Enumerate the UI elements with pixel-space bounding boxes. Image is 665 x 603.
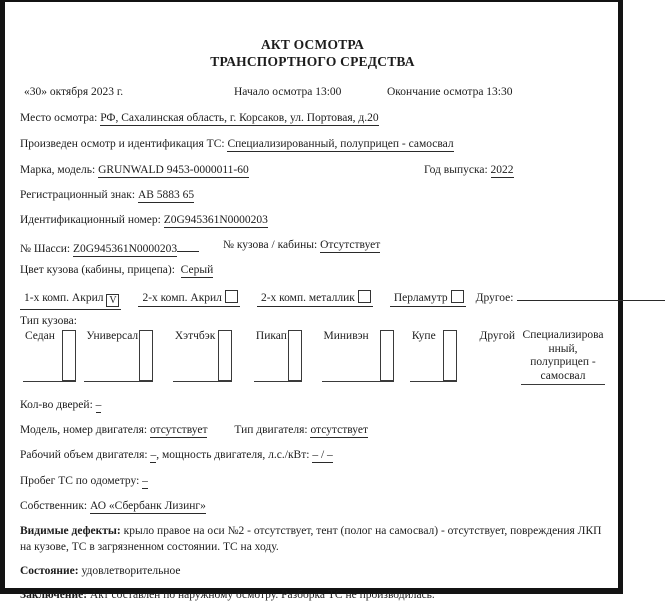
identification-value: Специализированный, полуприцеп - самосвал (227, 138, 454, 150)
engine-model-label: Модель, номер двигателя: (20, 424, 148, 436)
body-type-option-label: Пикап (255, 330, 287, 342)
owner-value: АО «Сбербанк Лизинг» (90, 500, 206, 512)
document-title-line2: ТРАНСПОРТНОГО СРЕДСТВА (210, 54, 415, 69)
body-type-checkbox-pickup (288, 330, 302, 381)
engine-volume-value: – (150, 449, 157, 461)
location-label: Место осмотра: (20, 112, 98, 124)
odometer-row (20, 474, 605, 489)
paint-other-label: Другое: (475, 292, 514, 304)
engine-power-value: – / – (312, 449, 333, 461)
registration-row (20, 188, 605, 203)
body-number-group (223, 238, 380, 253)
document-title-line1: АКТ ОСМОТРА (260, 37, 365, 52)
owner-row (20, 499, 605, 514)
condition-label: Состояние: (20, 565, 79, 577)
conclusion-value: Акт составлен по наружному осмотру. Разборка ТС не производилась. (89, 589, 435, 601)
chassis-value: Z0G945361N0000203 (73, 243, 178, 255)
body-type-cell-hatchback (173, 329, 232, 382)
location-row (20, 111, 605, 126)
paint-checkbox-metallic-2k (358, 290, 371, 303)
body-type-cell-sedan (23, 329, 76, 382)
conclusion-row (20, 588, 605, 603)
engine-volume-label: Рабочий объем двигателя: (20, 449, 148, 461)
paint-checkbox-acrylic-1k: V (106, 294, 119, 307)
paint-option-label: 2-х комп. Акрил (142, 292, 222, 304)
odometer-value: – (142, 475, 148, 487)
paint-other-blank-line (517, 287, 665, 301)
defects-paragraph (20, 524, 605, 555)
body-type-checkbox-coupe (443, 330, 457, 381)
owner-label: Собственник: (20, 500, 88, 512)
paint-option-acrylic-2k (138, 290, 239, 307)
engine-type-label: Тип двигателя: (234, 424, 308, 436)
engine-model-value: отсутствует (149, 424, 208, 436)
make-label: Марка, модель: (20, 164, 96, 176)
body-type-other (479, 329, 605, 385)
color-value: Серый (180, 264, 214, 276)
engine-power-label: , мощность двигателя, л.с./кВт: (156, 449, 310, 461)
body-type-other-label: Другой (479, 330, 515, 342)
make-year-row (20, 163, 605, 178)
doors-row (20, 398, 605, 413)
document-title (20, 36, 605, 70)
chassis-underline-extension (177, 238, 199, 252)
engine-volume-row (20, 448, 605, 463)
body-type-label: Тип кузова: (20, 315, 77, 327)
body-type-checkbox-hatchback (218, 330, 232, 381)
body-type-option-label: Купе (411, 330, 436, 342)
inspection-date: «30» октября 2023 г. (24, 86, 124, 98)
chassis-row (20, 238, 605, 253)
doors-value: – (95, 399, 102, 411)
vin-label: Идентификационный номер: (20, 214, 161, 226)
engine-type-value: отсутствует (310, 424, 368, 436)
paint-option-label: Перламутр (393, 292, 448, 304)
body-type-checkbox-minivan (380, 330, 394, 381)
vin-row (20, 213, 605, 228)
body-type-cell-minivan (322, 329, 394, 382)
engine-row (20, 423, 605, 438)
defects-value: крыло правое на оси №2 - отсутствует, тент (полог на самосвал) - отсутствует, повреждения ЛКП на кузове, ТС в загрязненном состоянии. ТС на ходу. (20, 525, 602, 553)
identification-row (20, 137, 605, 152)
body-number-label: № кузова / кабины: (223, 239, 318, 251)
inspection-start: Начало осмотра 13:00 (234, 86, 342, 98)
odometer-label: Пробег ТС по одометру: (20, 475, 140, 487)
paint-option-acrylic-1k (20, 292, 121, 310)
paint-type-row (20, 287, 605, 305)
paint-checkbox-pearl (451, 290, 464, 303)
body-type-cell-wagon (84, 329, 153, 382)
registration-value: АВ 5883 65 (137, 189, 195, 201)
body-type-option-label: Универсал (86, 330, 139, 342)
body-type-row (23, 329, 605, 385)
condition-row (20, 564, 605, 579)
conclusion-label: Заключение: (20, 589, 88, 601)
year-group (424, 163, 514, 178)
doors-label: Кол-во дверей: (20, 399, 93, 411)
body-type-checkbox-sedan (62, 330, 76, 381)
defects-label: Видимые дефекты: (20, 525, 121, 537)
body-type-other-value: Специализированный, полуприцеп - самосвал (521, 329, 605, 385)
identification-label: Произведен осмотр и идентификация ТС: (20, 138, 225, 150)
inspection-end: Окончание осмотра 13:30 (387, 86, 513, 98)
body-type-option-label: Минивэн (323, 330, 369, 342)
body-type-cell-pickup (254, 329, 302, 382)
year-label: Год выпуска: (424, 164, 488, 176)
paint-option-label: 2-х комп. металлик (260, 292, 355, 304)
paint-checkbox-acrylic-2k (225, 290, 238, 303)
color-label: Цвет кузова (кабины, прицепа): (20, 264, 175, 276)
body-type-checkbox-wagon (139, 330, 153, 381)
location-value: РФ, Сахалинская область, г. Корсаков, ул. Портовая, д.20 (100, 112, 379, 124)
body-number-value: Отсутствует (320, 239, 381, 251)
body-type-option-label: Седан (25, 330, 55, 342)
chassis-label: № Шасси: (20, 243, 71, 255)
paint-option-pearl (390, 290, 466, 307)
year-value: 2022 (490, 164, 514, 176)
paint-option-label: 1-х комп. Акрил (24, 292, 104, 304)
vin-value: Z0G945361N0000203 (163, 214, 268, 226)
registration-label: Регистрационный знак: (20, 189, 136, 201)
paint-option-metallic-2k (257, 290, 373, 307)
body-type-cell-coupe (410, 329, 458, 382)
date-time-row (20, 85, 605, 100)
color-row (20, 263, 605, 278)
make-value: GRUNWALD 9453-0000011-60 (98, 164, 249, 176)
body-type-option-label: Хэтчбэк (174, 330, 216, 342)
condition-value: удовлетворительное (81, 565, 181, 577)
